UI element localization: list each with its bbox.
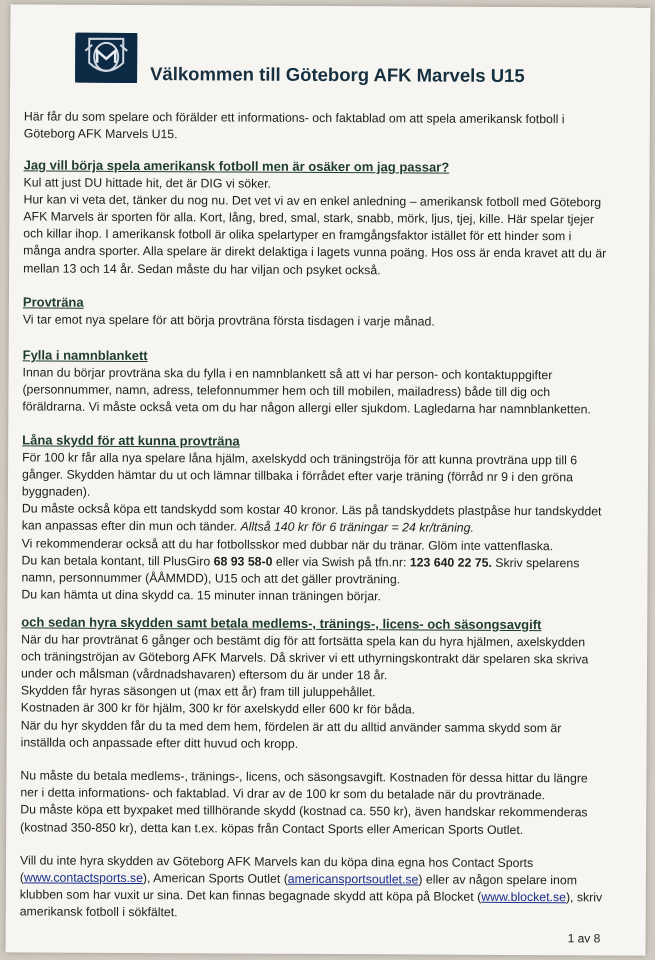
section-heading: Låna skydd för att kunna provträna bbox=[22, 432, 240, 449]
page-number: 1 av 8 bbox=[567, 931, 601, 946]
section-heading: och sedan hyra skydden samt betala medlems-, tränings-, licens- och säsongsavgift bbox=[21, 614, 542, 633]
intro-text: Här får du som spelare och förälder ett informations- och faktablad om att spela amerikansk fotboll i Göteborg AFK Marvels U15. bbox=[23, 109, 565, 142]
section-heading: Fylla i namnblankett bbox=[22, 347, 148, 364]
section-name-form: Fylla i namnblankett Innan du börjar provträna ska du fylla i en namnblankett så att vi har person- och kontaktuppgifter (personnummer, namn, adress, telefonnummer hem och till mobilen, mailadress) både till dig och föräldrarna. Vi måste också veta om du har någon allergi eller sjukdom. Lagledarna har namnblanketten. bbox=[22, 346, 607, 418]
americansportsoutlet-link[interactable]: americansportsoutlet.se bbox=[287, 871, 419, 887]
swish-number: 123 640 22 75. bbox=[409, 555, 492, 570]
section-try-training: Provträna Vi tar emot nya spelare för att börja provträna första tisdagen i varje månad. bbox=[23, 293, 608, 331]
plusgiro-number: 68 93 58-0 bbox=[213, 554, 273, 569]
section-heading: Jag vill börja spela amerikansk fotboll men är osäker om jag passar? bbox=[23, 157, 450, 175]
section-heading: Provträna bbox=[22, 294, 84, 310]
section-start-playing: Jag vill börja spela amerikansk fotboll men är osäker om jag passar? Kul att just DU hittade hit, det är DIG vi söker. Hur kan vi veta det, tänker du nog nu. Det vet vi av en enkel anledning – amerikansk fotboll med Göteborg AFK Marvels är sporten för alla. Kort, lång, bred, smal, stark, snabb, mörk, ljus, tjej, kille. Här spelar tjejer och killar ihop. I amerikansk fotboll är olika spelartyper en framgångsfaktor istället för ett hinder som i många andra sporter. Alla spelare är direkt delaktiga i lagets vunna poäng. Hos oss är enda kravet att du är mellan 13 och 14 år. Sedan måste du har viljan och psyket också. bbox=[23, 156, 609, 280]
contactsports-link[interactable]: www.contactsports.se bbox=[23, 870, 143, 885]
document-page bbox=[6, 4, 651, 955]
club-logo bbox=[75, 33, 137, 83]
section-borrow-gear: Låna skydd för att kunna provträna För 100 kr får alla nya spelare låna hjälm, axelskydd och träningströja för att kunna provträna upp till 6 gånger. Skydden hämtar du ut och lämnar tillbaka i förrådet efter varje träning (förråd nr 9 i den gröna byggnaden). Du måste också köpa ett tandskydd som kostar 40 kronor. Läs på tandskyddets plastpåse hur tandskyddet kan anpassas efter din mun och tänder. Alltså 140 kr för 6 träningar = 24 kr/träning. Vi rekommenderar också att du har fotbollsskor med dubbar när du tränar. Glöm inte vattenflaska. Du kan betala kontant, till PlusGiro 68 93 58-0 eller via Swish på tfn.nr: 123 640 22 75. Skriv spelarens namn, personnummer (ÅÅMMDD), U15 och att det gäller provträning. Du kan hämta ut dina skydd ca. 15 minuter innan träningen börjar. bbox=[21, 431, 607, 606]
section-rent-gear: och sedan hyra skydden samt betala medlems-, tränings-, licens- och säsongsavgift När du har provtränat 6 gånger och bestämt dig för att fortsätta spela kan du hyra hjälmen, axelskydden och träningströjan av Göteborg AFK Marvels. Då skriver vi ett uthyrningskontrakt där spelaren ska skriva under och målsman (vårdnadshavaren) eftersom du är under 18 år. Skydden får hyras säsongen ut (max ett år) fram till juluppehållet. Kostnaden är 300 kr för hjälm, 300 kr för axelskydd eller 600 kr för båda. När du hyr skydden får du ta med dem hem, fördelen är att du alltid använder samma skydd som är inställda och anpassade efter ditt huvud och kropp. Nu måste du betala medlems-, tränings-, licens, och säsongsavgift. Kostnaden för dessa hittar du längre ner i detta informations- och faktablad. Vi drar av de 100 kr som du betalade när du provtränade. Du måste köpa ett byxpaket med tillhörande skydd (kostnad ca. 550 kr), även handskar rekommenderas (kostnad 350-850 kr), detta kan t.ex. köpas från Contact Sports eller American Sports Outlet. Vill du inte hyra skydden av Göteborg AFK Marvels kan du köpa dina egna hos Contact Sports (www.contactsports.se), American Sports Outlet (americansportsoutlet.se) eller av någon spelare inom klubben som har vuxit ur sina. Det kan finnas begagnade skydd att köpa på Blocket (www.blocket.se), skriv amerikansk fotboll i sökfältet. bbox=[20, 613, 607, 924]
blocket-link[interactable]: www.blocket.se bbox=[481, 889, 567, 905]
page-title: Välkommen till Göteborg AFK Marvels U15 bbox=[150, 63, 525, 87]
